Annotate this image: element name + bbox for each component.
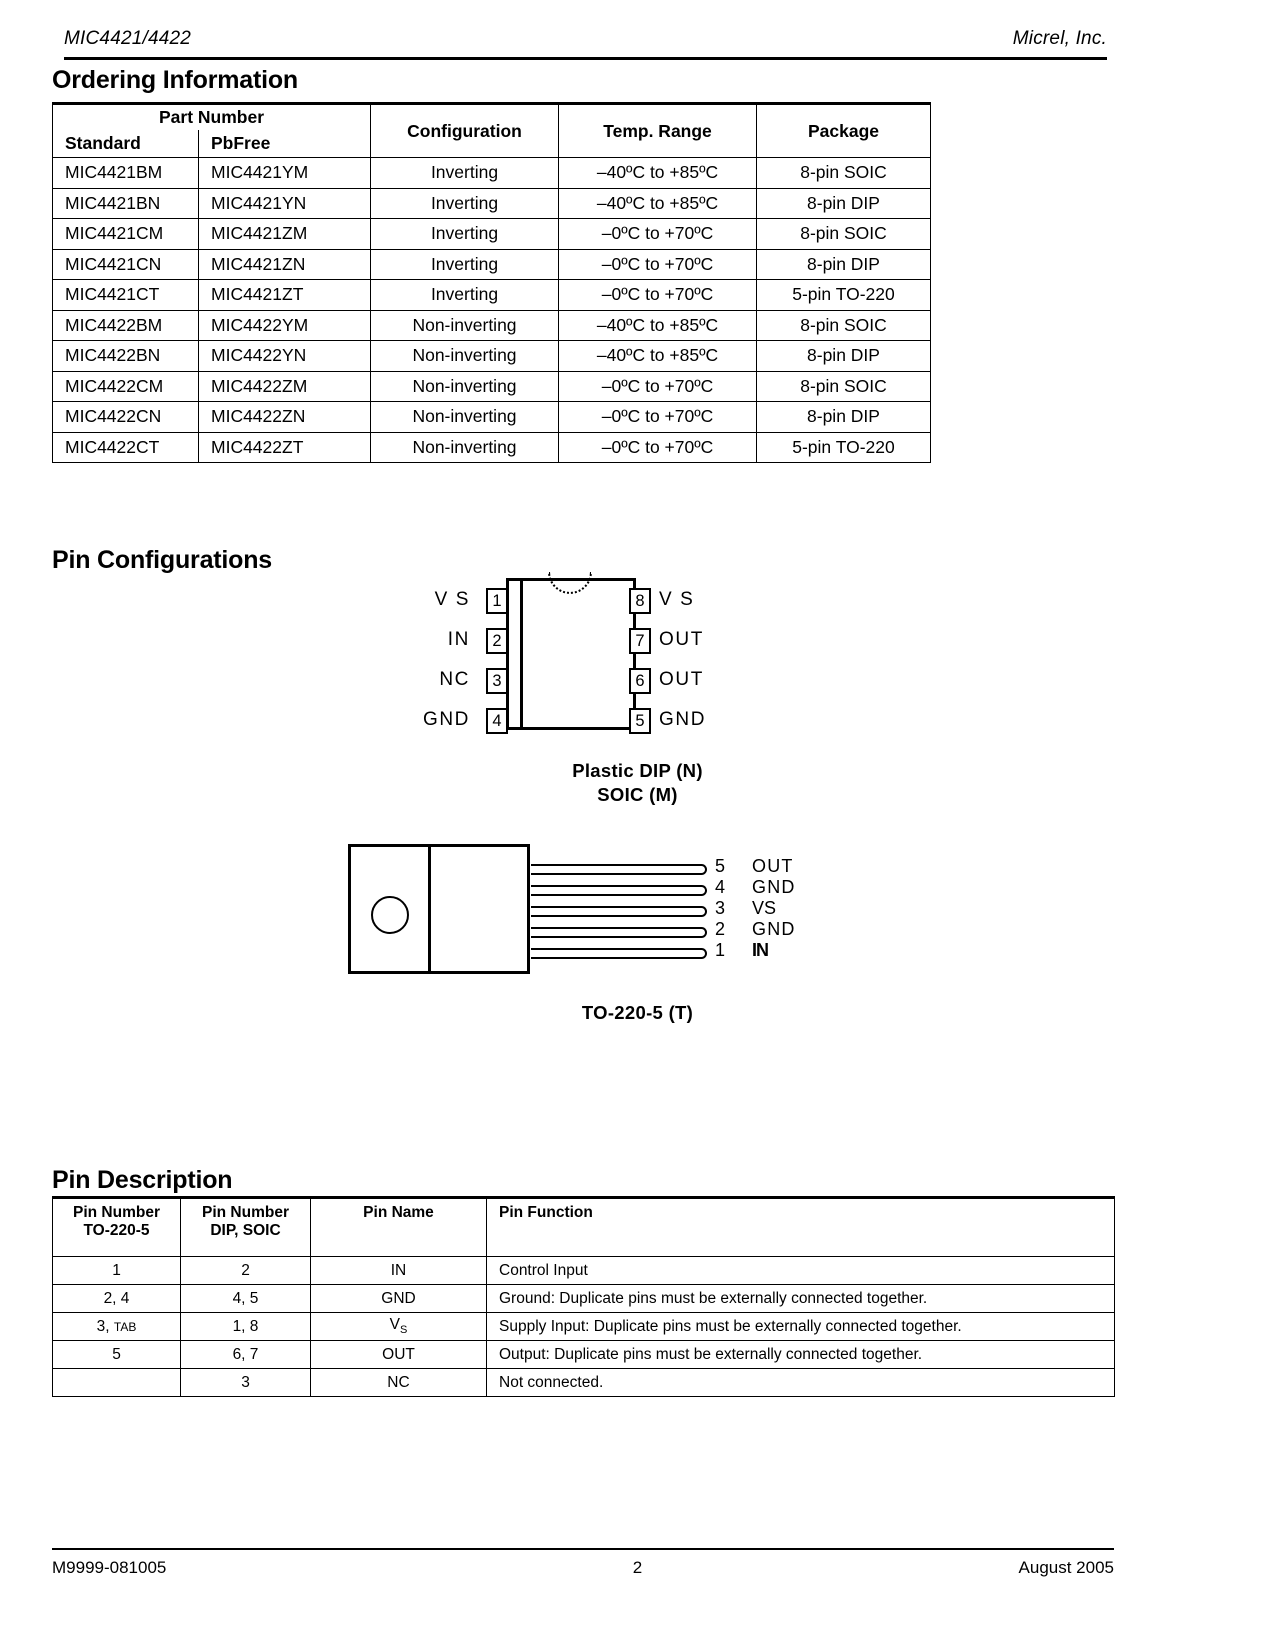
dip-pin-box-2: 2 xyxy=(486,628,508,654)
pd-header-pin-number-to220 xyxy=(53,1198,181,1257)
header-configuration: Configuration xyxy=(371,104,559,158)
header-pbfree: PbFree xyxy=(199,130,371,158)
table-row xyxy=(53,1369,1115,1397)
pd-cell-dip: 1, 8 xyxy=(181,1313,311,1341)
to220-mounting-hole-icon xyxy=(371,896,409,934)
pd-cell-name-main: V xyxy=(389,1316,400,1334)
dip-pin-box-5: 5 xyxy=(629,708,651,734)
pd-cell-function: Supply Input: Duplicate pins must be externally connected together. xyxy=(487,1313,1115,1341)
to220-pin-label-5: OUT xyxy=(752,856,794,876)
pd-cell-dip: 3 xyxy=(181,1369,311,1397)
to220-lead-4 xyxy=(531,885,707,896)
dip-caption-line1: Plastic DIP (N) xyxy=(572,760,703,781)
dip-pin-label-2: IN xyxy=(447,629,470,650)
pd-header-line1: Pin Name xyxy=(363,1204,434,1221)
cell-pbfree: MIC4421ZT xyxy=(199,280,371,311)
pd-header-pin-number-dip-soic xyxy=(181,1198,311,1257)
pd-cell-function: Control Input xyxy=(487,1257,1115,1285)
to220-pin-label-2: GND xyxy=(752,919,796,939)
pd-cell-name-subscript: S xyxy=(400,1324,408,1337)
table-row xyxy=(53,310,931,341)
cell-standard: MIC4422CT xyxy=(53,432,199,463)
cell-standard: MIC4421BN xyxy=(53,188,199,219)
pd-cell-dip: 2 xyxy=(181,1257,311,1285)
pd-header-pin-function xyxy=(487,1198,1115,1257)
cell-temp-range: –0ºC to +70ºC xyxy=(559,371,757,402)
dip-caption-line2: SOIC (M) xyxy=(597,784,678,805)
cell-temp-range: –0ºC to +70ºC xyxy=(559,219,757,250)
cell-configuration: Non-inverting xyxy=(371,402,559,433)
header-part-number-group: Part Number xyxy=(53,104,371,131)
cell-standard: MIC4421CM xyxy=(53,219,199,250)
table-row xyxy=(53,158,931,189)
pd-cell-to220-tab: TAB xyxy=(113,1319,137,1334)
dip-pin-label-4: GND xyxy=(422,709,470,730)
cell-package: 5-pin TO-220 xyxy=(757,280,931,311)
cell-temp-range: –40ºC to +85ºC xyxy=(559,341,757,372)
pd-cell-to220 xyxy=(53,1313,181,1341)
cell-standard: MIC4422CM xyxy=(53,371,199,402)
to220-pin-num-2: 2 xyxy=(715,919,726,939)
footer-page-number: 2 xyxy=(632,1558,643,1577)
cell-configuration: Inverting xyxy=(371,219,559,250)
cell-package: 8-pin DIP xyxy=(757,341,931,372)
to220-caption: TO-220-5 (T) xyxy=(581,1002,694,1023)
pd-header-pin-name xyxy=(311,1198,487,1257)
dip-pin-box-8: 8 xyxy=(629,588,651,614)
to220-pin-num-1: 1 xyxy=(715,940,726,960)
dip-pin-box-4: 4 xyxy=(486,708,508,734)
cell-configuration: Non-inverting xyxy=(371,341,559,372)
cell-temp-range: –40ºC to +85ºC xyxy=(559,158,757,189)
dip-inner-edge-line xyxy=(520,578,523,730)
cell-pbfree: MIC4421ZN xyxy=(199,249,371,280)
cell-configuration: Non-inverting xyxy=(371,310,559,341)
cell-configuration: Non-inverting xyxy=(371,432,559,463)
pd-cell-dip: 6, 7 xyxy=(181,1341,311,1369)
dip-body-outline xyxy=(506,578,636,730)
table-row xyxy=(53,1313,1115,1341)
cell-temp-range: –0ºC to +70ºC xyxy=(559,402,757,433)
to220-pin-num-3: 3 xyxy=(715,898,726,918)
dip-pin-box-7: 7 xyxy=(629,628,651,654)
pd-cell-name xyxy=(311,1313,487,1341)
to220-lead-5 xyxy=(531,864,707,875)
table-row xyxy=(53,1285,1115,1313)
cell-configuration: Non-inverting xyxy=(371,371,559,402)
to220-package-diagram xyxy=(0,840,1275,1040)
header-standard: Standard xyxy=(53,130,199,158)
footer-divider xyxy=(52,1548,1114,1550)
pd-cell-to220: 5 xyxy=(53,1341,181,1369)
to220-pin-label-1: IN xyxy=(752,940,768,960)
cell-pbfree: MIC4422YN xyxy=(199,341,371,372)
pd-cell-to220: 2, 4 xyxy=(53,1285,181,1313)
to220-lead-1 xyxy=(531,948,707,959)
cell-standard: MIC4422BM xyxy=(53,310,199,341)
to220-tab-divider xyxy=(428,844,431,974)
cell-temp-range: –0ºC to +70ºC xyxy=(559,249,757,280)
cell-package: 8-pin SOIC xyxy=(757,310,931,341)
cell-standard: MIC4421BM xyxy=(53,158,199,189)
table-row xyxy=(53,1257,1115,1285)
table-row xyxy=(53,249,931,280)
pd-cell-name: IN xyxy=(311,1257,487,1285)
dip-pin-box-3: 3 xyxy=(486,668,508,694)
cell-package: 8-pin DIP xyxy=(757,402,931,433)
footer-date: August 2005 xyxy=(1018,1558,1114,1577)
cell-configuration: Inverting xyxy=(371,280,559,311)
page-header xyxy=(64,28,1107,50)
cell-pbfree: MIC4421YN xyxy=(199,188,371,219)
pd-cell-function: Output: Duplicate pins must be externally connected together. xyxy=(487,1341,1115,1369)
cell-package: 8-pin DIP xyxy=(757,188,931,219)
ordering-information-table xyxy=(52,102,931,463)
header-divider xyxy=(64,57,1107,60)
cell-package: 5-pin TO-220 xyxy=(757,432,931,463)
cell-pbfree: MIC4422ZT xyxy=(199,432,371,463)
pd-header-line1: Pin Number xyxy=(73,1204,160,1221)
ordering-table-body xyxy=(53,158,931,463)
to220-lead-2 xyxy=(531,927,707,938)
table-header-row-group xyxy=(53,104,931,131)
dip-pin-label-6: OUT xyxy=(659,669,704,690)
cell-standard: MIC4422CN xyxy=(53,402,199,433)
dip-pin-label-8: V S xyxy=(659,589,695,610)
table-row xyxy=(53,280,931,311)
cell-package: 8-pin SOIC xyxy=(757,158,931,189)
to220-pin-num-4: 4 xyxy=(715,877,726,897)
pin-description-table-wrapper xyxy=(52,1196,1114,1397)
pd-cell-dip: 4, 5 xyxy=(181,1285,311,1313)
ordering-information-title: Ordering Information xyxy=(52,66,299,94)
header-package: Package xyxy=(757,104,931,158)
pin-description-title: Pin Description xyxy=(52,1166,233,1194)
cell-temp-range: –0ºC to +70ºC xyxy=(559,280,757,311)
cell-configuration: Inverting xyxy=(371,158,559,189)
cell-standard: MIC4422BN xyxy=(53,341,199,372)
table-row xyxy=(53,371,931,402)
pd-cell-name: GND xyxy=(311,1285,487,1313)
pd-cell-name: OUT xyxy=(311,1341,487,1369)
pd-cell-to220-num: 3, xyxy=(96,1317,110,1335)
to220-pin-label-4: GND xyxy=(752,877,796,897)
cell-temp-range: –40ºC to +85ºC xyxy=(559,310,757,341)
pd-header-line2: DIP, SOIC xyxy=(210,1222,281,1239)
dip-package-diagram xyxy=(0,570,1275,820)
cell-pbfree: MIC4422YM xyxy=(199,310,371,341)
pd-header-line1: Pin Number xyxy=(202,1204,289,1221)
pd-header-line1: Pin Function xyxy=(499,1204,593,1221)
to220-pin-label-3: VS xyxy=(752,898,777,918)
table-row xyxy=(53,432,931,463)
table-row xyxy=(53,188,931,219)
pd-header-line2: TO-220-5 xyxy=(83,1222,150,1239)
ordering-information-table-wrapper xyxy=(52,102,930,463)
pin-description-table xyxy=(52,1196,1115,1397)
dip-pin-label-1: V S xyxy=(434,589,470,610)
pd-cell-name: NC xyxy=(311,1369,487,1397)
cell-package: 8-pin SOIC xyxy=(757,219,931,250)
cell-package: 8-pin SOIC xyxy=(757,371,931,402)
cell-temp-range: –0ºC to +70ºC xyxy=(559,432,757,463)
pin-configurations-title: Pin Configurations xyxy=(52,546,272,574)
cell-pbfree: MIC4422ZM xyxy=(199,371,371,402)
table-row xyxy=(53,402,931,433)
cell-configuration: Inverting xyxy=(371,188,559,219)
to220-pin-num-5: 5 xyxy=(715,856,726,876)
to220-lead-3 xyxy=(531,906,707,917)
dip-pin-label-3: NC xyxy=(439,669,470,690)
header-part-number: MIC4421/4422 xyxy=(64,28,192,49)
table-row xyxy=(53,1341,1115,1369)
footer-document-number: M9999-081005 xyxy=(52,1558,167,1577)
dip-pin-label-7: OUT xyxy=(659,629,704,650)
table-row xyxy=(53,219,931,250)
cell-standard: MIC4421CN xyxy=(53,249,199,280)
cell-pbfree: MIC4421YM xyxy=(199,158,371,189)
pd-cell-to220: 1 xyxy=(53,1257,181,1285)
dip-pin-label-5: GND xyxy=(659,709,707,730)
header-temp-range: Temp. Range xyxy=(559,104,757,158)
pd-cell-function: Ground: Duplicate pins must be externally connected together. xyxy=(487,1285,1115,1313)
cell-standard: MIC4421CT xyxy=(53,280,199,311)
pin-description-table-body xyxy=(53,1257,1115,1397)
cell-package: 8-pin DIP xyxy=(757,249,931,280)
cell-pbfree: MIC4421ZM xyxy=(199,219,371,250)
dip-pin-box-1: 1 xyxy=(486,588,508,614)
pd-cell-to220 xyxy=(53,1369,181,1397)
header-company: Micrel, Inc. xyxy=(1012,28,1107,49)
pd-cell-function: Not connected. xyxy=(487,1369,1115,1397)
table-row xyxy=(53,341,931,372)
cell-configuration: Inverting xyxy=(371,249,559,280)
cell-pbfree: MIC4422ZN xyxy=(199,402,371,433)
pd-header-row xyxy=(53,1198,1115,1257)
cell-temp-range: –40ºC to +85ºC xyxy=(559,188,757,219)
dip-pin-box-6: 6 xyxy=(629,668,651,694)
